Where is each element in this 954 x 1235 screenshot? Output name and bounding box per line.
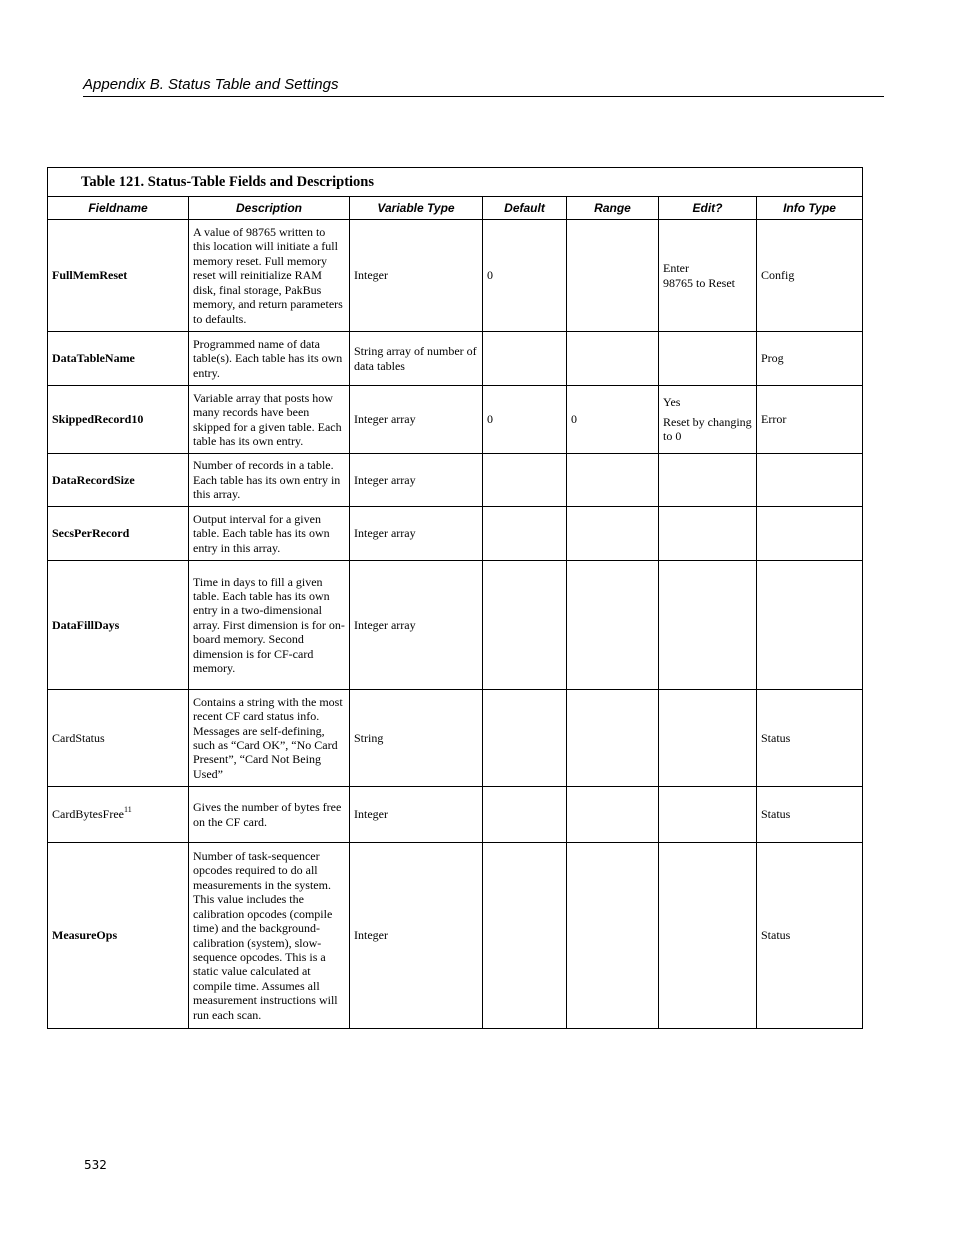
edit-cell xyxy=(659,332,757,386)
running-header: Appendix B. Status Table and Settings xyxy=(83,76,884,97)
default-cell xyxy=(483,787,567,843)
range-cell xyxy=(567,454,659,507)
description-cell: A value of 98765 written to this location will initiate a full memory reset. Full memory reset will reinitialize RAM disk, final storage, PakBus memory, and return parameters to defaults. xyxy=(189,220,350,332)
table-row xyxy=(48,386,863,454)
fieldname-cell: DataTableName xyxy=(48,332,189,386)
fieldname-cell: SecsPerRecord xyxy=(48,507,189,561)
variable-type-cell: Integer xyxy=(350,220,483,332)
default-cell xyxy=(483,454,567,507)
table-row xyxy=(48,561,863,690)
edit-cell xyxy=(659,690,757,787)
table-row xyxy=(48,690,863,787)
info-type-cell: Error xyxy=(757,386,863,454)
info-type-cell: Status xyxy=(757,843,863,1029)
edit-line: Enter xyxy=(663,261,689,276)
variable-type-cell: Integer array xyxy=(350,454,483,507)
info-type-cell: Prog xyxy=(757,332,863,386)
edit-line: Reset by changing to 0 xyxy=(663,414,752,444)
table-row xyxy=(48,787,863,843)
table-row xyxy=(48,332,863,386)
description-cell: Programmed name of data table(s). Each table has its own entry. xyxy=(189,332,350,386)
default-cell xyxy=(483,690,567,787)
fieldname-cell xyxy=(48,787,189,843)
description-cell: Variable array that posts how many records have been skipped for a given table. Each table has its own entry. xyxy=(189,386,350,454)
column-header-range: Range xyxy=(567,197,659,220)
info-type-cell xyxy=(757,454,863,507)
description-cell: Gives the number of bytes free on the CF card. xyxy=(189,787,350,843)
info-type-cell xyxy=(757,561,863,690)
table-header-row xyxy=(48,197,863,220)
fieldname-cell: CardStatus xyxy=(48,690,189,787)
column-header-fieldname: Fieldname xyxy=(48,197,189,220)
page-number: 532 xyxy=(84,1158,107,1172)
description-cell: Number of task-sequencer opcodes required to do all measurements in the system. This value includes the calibration opcodes (compile time) and the background-calibration (system), slow-sequence opcodes. This is a static value calculated at compile time. Assumes all measurement instructions will run each scan. xyxy=(189,843,350,1029)
default-cell: 0 xyxy=(483,220,567,332)
status-table xyxy=(47,167,863,1029)
column-header-info-type: Info Type xyxy=(757,197,863,220)
fieldname-cell: MeasureOps xyxy=(48,843,189,1029)
description-cell: Contains a string with the most recent CF card status info. Messages are self-defining, such as “Card OK”, “No Card Present”, “Card Not Being Used” xyxy=(189,690,350,787)
fieldname-cell: SkippedRecord10 xyxy=(48,386,189,454)
default-cell xyxy=(483,332,567,386)
default-cell xyxy=(483,561,567,690)
default-cell xyxy=(483,843,567,1029)
edit-cell xyxy=(659,787,757,843)
table-row xyxy=(48,220,863,332)
variable-type-cell: Integer xyxy=(350,843,483,1029)
info-type-cell: Status xyxy=(757,690,863,787)
table-row xyxy=(48,507,863,561)
variable-type-cell: Integer array xyxy=(350,386,483,454)
edit-cell xyxy=(659,454,757,507)
table-row xyxy=(48,843,863,1029)
variable-type-cell: Integer xyxy=(350,787,483,843)
column-header-edit: Edit? xyxy=(659,197,757,220)
table-caption: Table 121. Status-Table Fields and Descriptions xyxy=(48,168,863,197)
edit-line: 98765 to Reset xyxy=(663,275,735,290)
description-cell: Time in days to fill a given table. Each table has its own entry in a two-dimensional array. First dimension is for on-board memory. Second dimension is for CF-card memory. xyxy=(189,561,350,690)
range-cell xyxy=(567,332,659,386)
range-cell xyxy=(567,220,659,332)
range-cell xyxy=(567,507,659,561)
table-caption-row xyxy=(48,168,863,197)
edit-line: Yes xyxy=(663,395,681,410)
edit-cell xyxy=(659,843,757,1029)
range-cell xyxy=(567,690,659,787)
edit-cell xyxy=(659,561,757,690)
fieldname-cell: FullMemReset xyxy=(48,220,189,332)
info-type-cell: Config xyxy=(757,220,863,332)
fieldname-cell: DataFillDays xyxy=(48,561,189,690)
variable-type-cell: String xyxy=(350,690,483,787)
variable-type-cell: String array of number of data tables xyxy=(350,332,483,386)
edit-cell xyxy=(659,507,757,561)
fieldname-cell: DataRecordSize xyxy=(48,454,189,507)
range-cell xyxy=(567,787,659,843)
edit-cell xyxy=(659,220,757,332)
default-cell xyxy=(483,507,567,561)
range-cell: 0 xyxy=(567,386,659,454)
range-cell xyxy=(567,843,659,1029)
variable-type-cell: Integer array xyxy=(350,561,483,690)
footnote-marker: 11 xyxy=(123,805,132,815)
default-cell: 0 xyxy=(483,386,567,454)
range-cell xyxy=(567,561,659,690)
column-header-variable-type: Variable Type xyxy=(350,197,483,220)
table-row xyxy=(48,454,863,507)
column-header-default: Default xyxy=(483,197,567,220)
column-header-description: Description xyxy=(189,197,350,220)
info-type-cell: Status xyxy=(757,787,863,843)
fieldname-text: CardBytesFree xyxy=(52,807,124,822)
info-type-cell xyxy=(757,507,863,561)
edit-cell xyxy=(659,386,757,454)
description-cell: Number of records in a table. Each table has its own entry in this array. xyxy=(189,454,350,507)
description-cell: Output interval for a given table. Each table has its own entry in this array. xyxy=(189,507,350,561)
variable-type-cell: Integer array xyxy=(350,507,483,561)
